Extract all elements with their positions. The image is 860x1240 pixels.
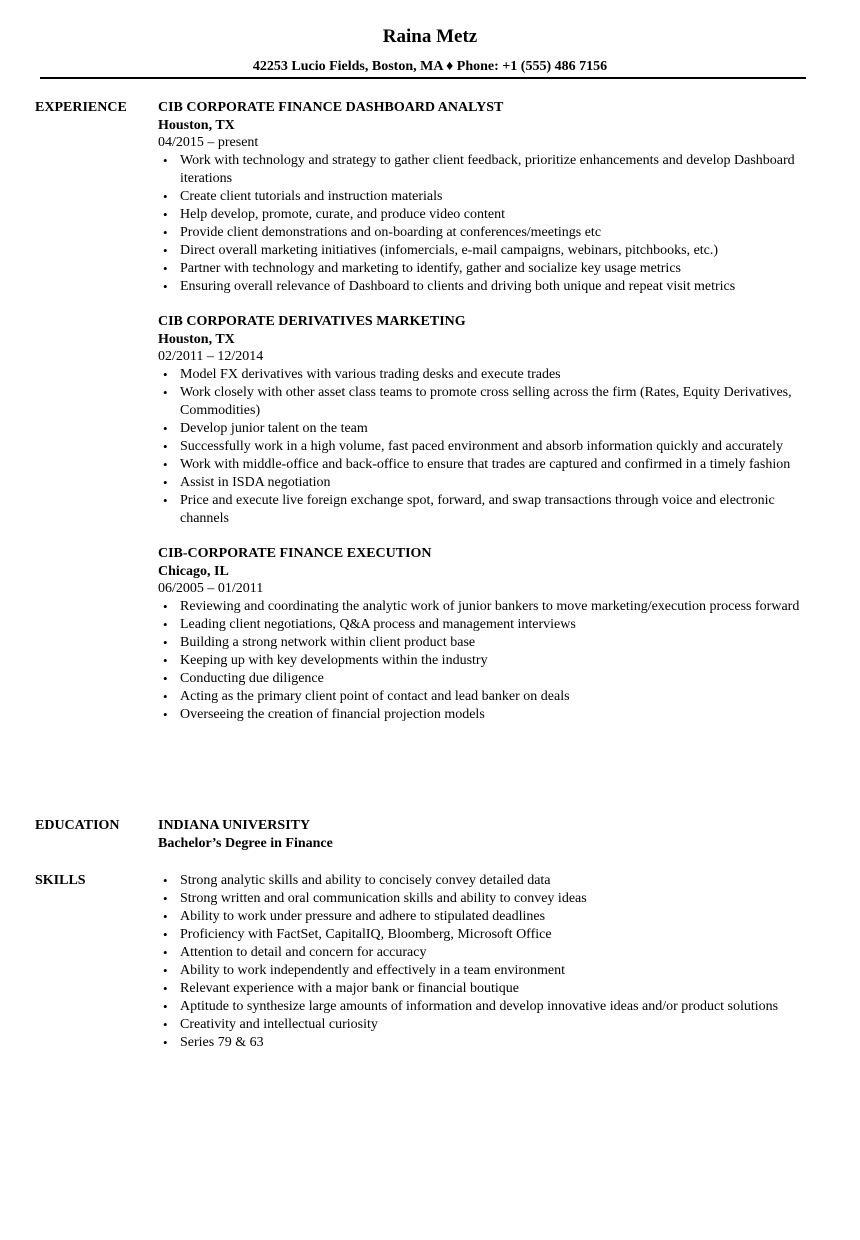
job-title: CIB-CORPORATE FINANCE EXECUTION <box>158 546 432 561</box>
skill-item: • Aptitude to synthesize large amounts of information and develop innovative ideas and/or product solutions <box>158 998 810 1016</box>
job-title: CIB CORPORATE FINANCE DASHBOARD ANALYST <box>158 100 504 115</box>
job-bullets <box>158 598 810 724</box>
bullet-item: • Work closely with other asset class teams to promote cross selling across the firm (Rates, Equity Derivatives, Commodities) <box>158 384 810 420</box>
bullet-item: • Overseeing the creation of financial projection models <box>158 706 810 724</box>
section-title-experience: EXPERIENCE <box>35 100 127 115</box>
bullet-item: • Work with middle-office and back-office to ensure that trades are captured and confirmed in a timely fashion <box>158 456 810 474</box>
skill-item: • Attention to detail and concern for accuracy <box>158 944 810 962</box>
candidate-name: Raina Metz <box>382 26 478 47</box>
job-bullets <box>158 366 810 528</box>
school-name: INDIANA UNIVERSITY <box>158 818 311 833</box>
job-location: Chicago, IL <box>158 564 229 579</box>
bullet-item: • Building a strong network within client product base <box>158 634 810 652</box>
job-location: Houston, TX <box>158 118 235 133</box>
bullet-item: • Help develop, promote, curate, and produce video content <box>158 206 810 224</box>
skill-item: • Ability to work independently and effectively in a team environment <box>158 962 810 980</box>
bullet-item: • Conducting due diligence <box>158 670 810 688</box>
header-divider <box>40 77 806 79</box>
skill-item: • Series 79 & 63 <box>158 1034 810 1052</box>
bullet-item: • Keeping up with key developments within the industry <box>158 652 810 670</box>
skill-item: • Strong written and oral communication skills and ability to convey ideas <box>158 890 810 908</box>
job-entry <box>158 313 810 528</box>
bullet-item: • Leading client negotiations, Q&A process and management interviews <box>158 616 810 634</box>
section-title-education: EDUCATION <box>35 818 120 833</box>
job-bullets <box>158 152 810 296</box>
job-entry <box>158 545 810 724</box>
job-title: CIB CORPORATE DERIVATIVES MARKETING <box>158 314 466 329</box>
skill-item: • Ability to work under pressure and adhere to stipulated deadlines <box>158 908 810 926</box>
skills-list <box>158 872 810 1052</box>
skill-item: • Proficiency with FactSet, CapitalIQ, Bloomberg, Microsoft Office <box>158 926 810 944</box>
bullet-item: • Acting as the primary client point of contact and lead banker on deals <box>158 688 810 706</box>
job-dates: 02/2011 – 12/2014 <box>158 349 264 364</box>
bullet-item: • Successfully work in a high volume, fast paced environment and absorb information quickly and accurately <box>158 438 810 456</box>
job-location: Houston, TX <box>158 332 235 347</box>
bullet-item: • Reviewing and coordinating the analytic work of junior bankers to move marketing/execution process forward <box>158 598 810 616</box>
bullet-item: • Develop junior talent on the team <box>158 420 810 438</box>
bullet-item: • Direct overall marketing initiatives (infomercials, e-mail campaigns, webinars, pitchbooks, etc.) <box>158 242 810 260</box>
bullet-item: • Provide client demonstrations and on-boarding at conferences/meetings etc <box>158 224 810 242</box>
bullet-item: • Create client tutorials and instruction materials <box>158 188 810 206</box>
bullet-item: • Partner with technology and marketing to identify, gather and socialize key usage metrics <box>158 260 810 278</box>
education-body <box>158 817 810 853</box>
skill-item: • Strong analytic skills and ability to concisely convey detailed data <box>158 872 810 890</box>
job-dates: 04/2015 – present <box>158 135 259 150</box>
skills-body <box>158 872 810 1052</box>
contact-line: 42253 Lucio Fields, Boston, MA ♦ Phone: +1 (555) 486 7156 <box>252 59 608 74</box>
skill-item: • Creativity and intellectual curiosity <box>158 1016 810 1034</box>
section-title-skills: SKILLS <box>35 873 86 888</box>
skill-item: • Relevant experience with a major bank or financial boutique <box>158 980 810 998</box>
bullet-item: • Ensuring overall relevance of Dashboard to clients and driving both unique and repeat visit metrics <box>158 278 810 296</box>
bullet-item: • Assist in ISDA negotiation <box>158 474 810 492</box>
bullet-item: • Work with technology and strategy to gather client feedback, prioritize enhancements and develop Dashboard iterations <box>158 152 810 188</box>
bullet-item: • Price and execute live foreign exchange spot, forward, and swap transactions through voice and electronic channels <box>158 492 810 528</box>
degree: Bachelor’s Degree in Finance <box>158 836 333 851</box>
job-dates: 06/2005 – 01/2011 <box>158 581 264 596</box>
experience-list <box>158 99 810 741</box>
job-entry <box>158 99 810 296</box>
bullet-item: • Model FX derivatives with various trading desks and execute trades <box>158 366 810 384</box>
